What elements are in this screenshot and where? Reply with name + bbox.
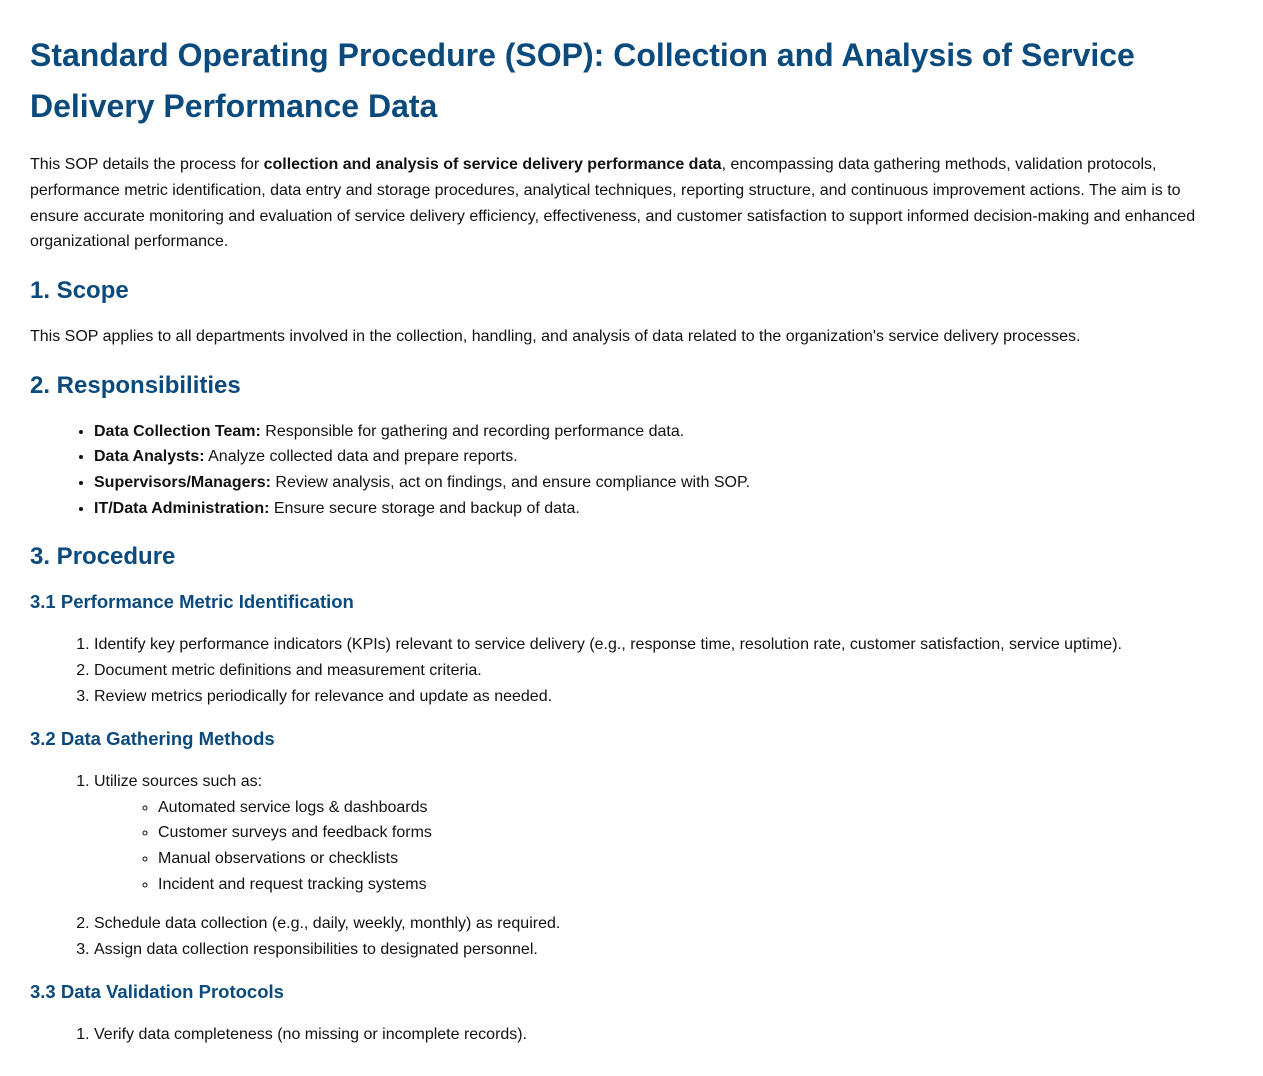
role-label: IT/Data Administration: [94,499,270,517]
list-item: 1. Identify key performance indicators (KPIs) relevant to service delivery (e.g., response time, resolution rate, customer satisfaction, service uptime). [94,632,1233,658]
subsection-heading-gathering: 3.2 Data Gathering Methods [30,728,275,750]
role-description: Analyze collected data and prepare reports. [204,448,518,466]
intro-paragraph [30,152,1233,254]
responsibilities-list [30,419,1233,521]
validation-list [30,1022,1233,1048]
list-item [94,419,1233,445]
list-item: 1. Verify data completeness (no missing or incomplete records). [94,1022,1233,1048]
list-item [94,496,1233,522]
role-label: Data Collection Team: [94,422,261,440]
section-heading-responsibilities: 2. Responsibilities [30,371,241,399]
list-item: 3. Assign data collection responsibilities to designated personnel. [94,937,1233,963]
intro-text-bold: collection and analysis of service delivery performance data [263,156,722,174]
list-item: 2. Document metric definitions and measurement criteria. [94,658,1233,684]
list-item [94,470,1233,496]
list-item: ◦ Incident and request tracking systems [158,872,1233,898]
list-item-text: Utilize sources such as: [94,773,263,791]
section-heading-scope: 1. Scope [30,276,129,304]
role-description: Review analysis, act on findings, and ensure compliance with SOP. [270,473,751,491]
role-description: Responsible for gathering and recording performance data. [260,422,685,440]
list-item: 3. Review metrics periodically for relevance and update as needed. [94,684,1233,710]
scope-text: This SOP applies to all departments involved in the collection, handling, and analysis of data related to the organization's service delivery processes. [30,327,1081,345]
gathering-list [30,769,1233,962]
list-item: ◦ Customer surveys and feedback forms [158,820,1233,846]
metrics-list [30,632,1233,709]
list-item: ◦ Manual observations or checklists [158,846,1233,872]
role-description: Ensure secure storage and backup of data. [269,499,580,517]
subsection-heading-metrics: 3.1 Performance Metric Identification [30,591,354,613]
page-title: Standard Operating Procedure (SOP): Collection and Analysis of Service Delivery Performance Data [30,37,1135,125]
list-item: ◦ Automated service logs & dashboards [158,795,1233,821]
role-label: Supervisors/Managers: [94,473,271,491]
intro-text-before: This SOP details the process for [30,156,264,174]
list-item: 2. Schedule data collection (e.g., daily, weekly, monthly) as required. [94,911,1233,937]
intro-text-after: , encompassing data gathering methods, validation protocols, performance metric identification, data entry and storage procedures, analytical techniques, reporting structure, and continuous improvement actions. The aim is to ensure accurate monitoring and evaluation of service delivery efficiency, effectiveness, and customer satisfaction to support informed decision-making and enhanced organizational performance. [30,156,1196,251]
list-item [94,444,1233,470]
subsection-heading-validation: 3.3 Data Validation Protocols [30,981,284,1003]
sources-list [94,795,1233,897]
role-label: Data Analysts: [94,448,205,466]
section-heading-procedure: 3. Procedure [30,543,176,571]
list-item [94,769,1233,897]
